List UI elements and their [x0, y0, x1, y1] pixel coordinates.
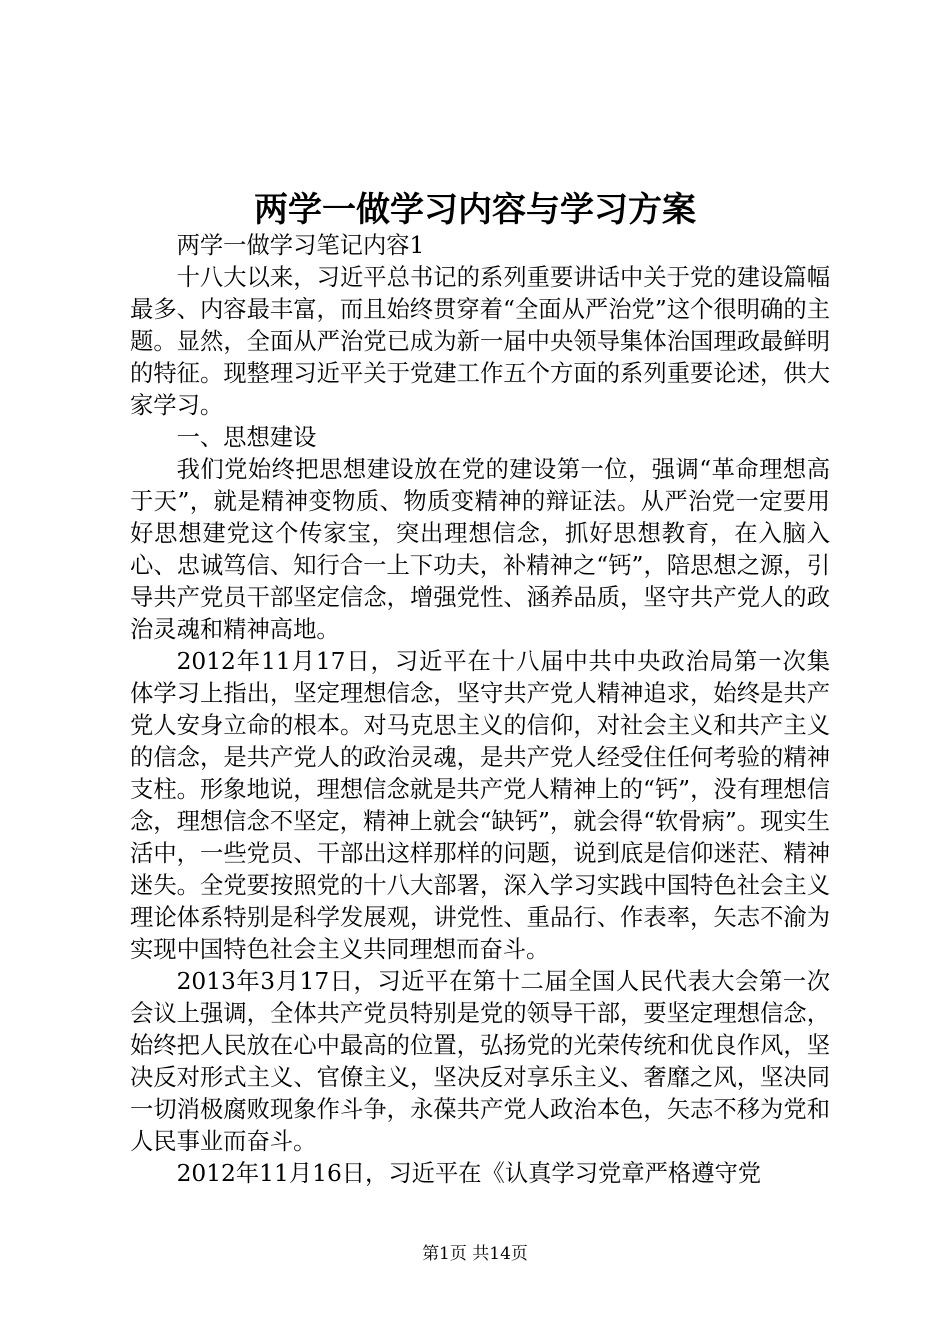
- paragraph-2012-11-17: 2012年11月17日，习近平在十八届中共中央政治局第一次集体学习上指出，坚定理想信念，坚守共产党人精神追求，始终是共产党人安身立命的根本。对马克思主义的信仰，对社会主义和共产主义的信念，是共产党人的政治灵魂，是共产党人经受住任何考验的精神支柱。形象地说，理想信念就是共产党人精神上的“钙”，没有理想信念，理想信念不坚定，精神上就会“缺钙”，就会得“软骨病”。现实生活中，一些党员、干部出这样那样的问题，说到底是信仰迷茫、精神迷失。全党要按照党的十八大部署，深入学习实践中国特色社会主义理论体系特别是科学发展观，讲党性、重品行、作表率，矢志不渝为实现中国特色社会主义共同理想而奋斗。: [130, 648, 830, 963]
- paragraph-ideology: 我们党始终把思想建设放在党的建设第一位，强调“革命理想高于天”，就是精神变物质、物质变精神的辩证法。从严治党一定要用好思想建党这个传家宝，突出理想信念，抓好思想教育，在入脑入心、忠诚笃信、知行合一上下功夫，补精神之“钙”，陪思想之源，引导共产党员干部坚定信念，增强党性、涵养品质，坚守共产党人的政治灵魂和精神高地。: [130, 456, 830, 643]
- document-title: 两学一做学习内容与学习方案: [254, 190, 696, 230]
- document-body: [130, 230, 830, 1190]
- paragraph-intro: 十八大以来，习近平总书记的系列重要讲话中关于党的建设篇幅最多、内容最丰富，而且始终贯穿着“全面从严治党”这个很明确的主题。显然，全面从严治党已成为新一届中央领导集体治国理政最鲜明的特征。现整理习近平关于党建工作五个方面的系列重要论述，供大家学习。: [130, 264, 830, 419]
- section-heading-ideology: 一、思想建设: [176, 424, 317, 451]
- page-footer: 第1页 共14页: [422, 1244, 528, 1264]
- paragraph-2012-11-16: 2012年11月16日，习近平在《认真学习党章严格遵守党: [176, 1160, 762, 1187]
- paragraph-2013-03-17: 2013年3月17日，习近平在第十二届全国人民代表大会第一次会议上强调，全体共产党员特别是党的领导干部，要坚定理想信念，始终把人民放在心中最高的位置，弘扬党的光荣传统和优良作风，坚决反对形式主义、官僚主义，坚决反对享乐主义、奢靡之风，坚决同一切消极腐败现象作斗争，永葆共产党人政治本色，矢志不移为党和人民事业而奋斗。: [130, 968, 830, 1155]
- paragraph-subtitle: 两学一做学习笔记内容1: [176, 232, 425, 259]
